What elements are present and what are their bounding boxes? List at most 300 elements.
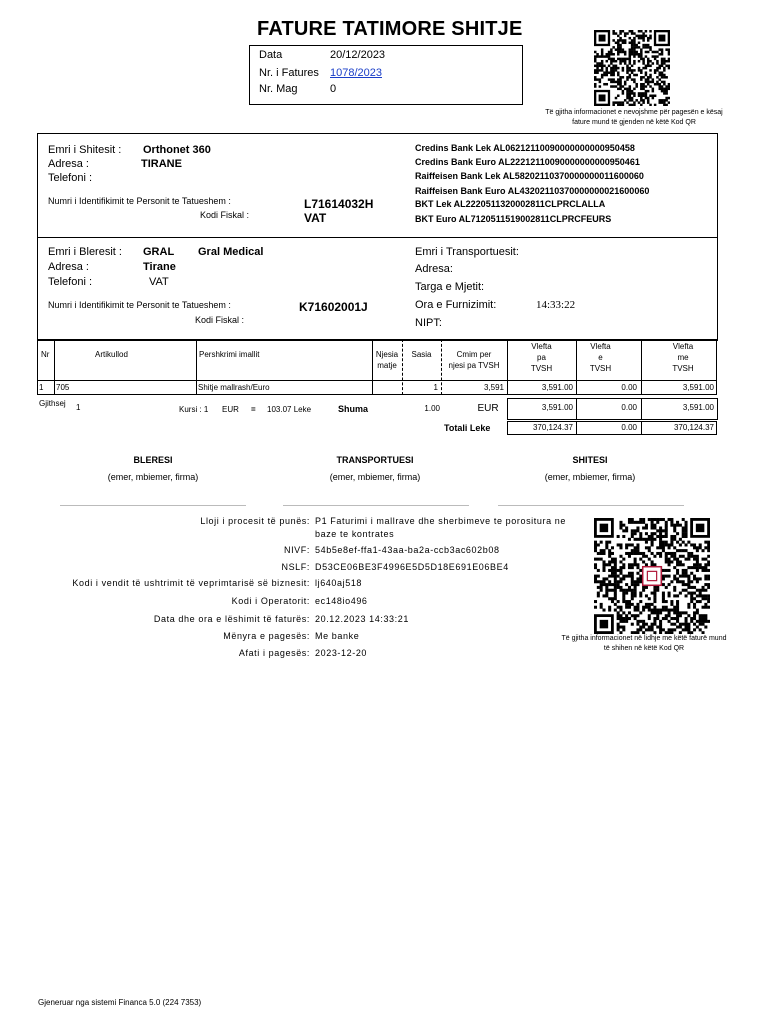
qr-module xyxy=(668,88,670,91)
qr-module xyxy=(645,67,648,70)
qr-module xyxy=(622,30,625,33)
qr-module xyxy=(653,586,656,589)
qr-module xyxy=(699,543,702,546)
qr-module xyxy=(668,594,671,597)
seller-nipt-value: L71614032H xyxy=(304,197,374,211)
qr-module xyxy=(673,589,676,592)
qr-module xyxy=(619,617,622,620)
qr-module xyxy=(658,65,661,68)
qr-module xyxy=(663,92,666,95)
qr-module xyxy=(638,67,641,70)
qr-module xyxy=(676,569,679,572)
qr-module xyxy=(631,90,634,93)
qr-module xyxy=(629,76,632,79)
qr-module xyxy=(645,74,648,77)
qr-module xyxy=(633,39,636,42)
qr-module xyxy=(642,538,645,541)
qr-module xyxy=(704,589,707,592)
qr-module xyxy=(690,555,693,558)
qr-module xyxy=(631,518,634,521)
signature-transporter-title: TRANSPORTUESI xyxy=(336,455,414,465)
qr-module xyxy=(639,575,642,578)
qr-module xyxy=(645,532,648,535)
qr-module xyxy=(693,623,696,626)
qr-module xyxy=(631,97,634,100)
qr-module xyxy=(670,535,673,538)
qr-module xyxy=(622,48,625,51)
qr-module xyxy=(658,53,661,56)
qr-module xyxy=(658,74,661,77)
qr-module xyxy=(624,58,627,61)
qr-module xyxy=(636,577,639,580)
qr-module xyxy=(602,566,605,569)
qr-top-caption-2: fature mund të gjenden në këtë Kod QR xyxy=(572,119,696,126)
qr-module xyxy=(631,589,634,592)
qr-module xyxy=(642,46,645,49)
qr-module xyxy=(625,603,628,606)
qr-module xyxy=(594,600,597,603)
qr-module xyxy=(647,76,650,79)
qr-module xyxy=(707,575,710,578)
qr-module xyxy=(599,65,602,68)
qr-module xyxy=(605,592,608,595)
qr-module xyxy=(617,39,620,42)
qr-module xyxy=(631,543,634,546)
qr-module xyxy=(594,549,597,552)
qr-module xyxy=(651,541,654,544)
qr-module xyxy=(636,631,639,634)
qr-module xyxy=(629,58,632,61)
qr-module xyxy=(645,546,648,549)
qr-module xyxy=(642,518,645,521)
qr-module xyxy=(614,560,617,563)
qr-module xyxy=(610,58,613,61)
qr-module xyxy=(653,620,656,623)
qr-module xyxy=(682,580,685,583)
qr-module xyxy=(597,580,600,583)
qr-module xyxy=(645,55,648,58)
qr-module xyxy=(651,526,654,529)
qr-module xyxy=(603,74,606,77)
qr-module xyxy=(665,600,668,603)
exchange-rate-equals: = xyxy=(251,405,256,414)
qr-module xyxy=(633,104,636,106)
qr-module xyxy=(649,60,652,63)
qr-module xyxy=(702,589,705,592)
qr-module xyxy=(659,626,662,629)
payment-method-value: Me banke xyxy=(315,631,360,641)
qr-module xyxy=(679,614,682,617)
qr-module xyxy=(594,69,597,72)
qr-module xyxy=(622,92,625,95)
qr-module xyxy=(605,589,608,592)
qr-module xyxy=(614,580,617,583)
qr-module xyxy=(617,617,620,620)
qr-module xyxy=(679,626,682,629)
qr-module xyxy=(647,101,650,104)
qr-module xyxy=(656,67,659,70)
qr-module xyxy=(670,524,673,527)
qr-module xyxy=(631,99,634,102)
operator-code-value: ec148io496 xyxy=(315,596,368,606)
qr-module xyxy=(619,577,622,580)
qr-module xyxy=(640,53,643,56)
qr-module xyxy=(693,543,696,546)
qr-module xyxy=(624,32,627,35)
qr-module xyxy=(699,566,702,569)
qr-module xyxy=(685,569,688,572)
qr-module xyxy=(642,606,645,609)
qr-module xyxy=(656,611,659,614)
qr-module xyxy=(612,46,615,49)
qr-module xyxy=(622,626,625,629)
qr-module xyxy=(610,53,613,56)
qr-module xyxy=(628,611,631,614)
qr-module xyxy=(665,85,668,88)
qr-module xyxy=(622,558,625,561)
total-leke-excl: 370,124.37 xyxy=(532,423,573,432)
qr-module xyxy=(629,30,632,33)
qr-module xyxy=(631,603,634,606)
qr-module xyxy=(676,600,679,603)
qr-module xyxy=(668,609,671,612)
qr-module xyxy=(699,628,702,631)
qr-module xyxy=(668,543,671,546)
qr-module xyxy=(635,53,638,56)
qr-module xyxy=(624,42,627,45)
qr-module xyxy=(654,69,657,72)
qr-module xyxy=(631,42,634,45)
buyer-fiscal-label: Kodi Fiskal : xyxy=(195,315,245,325)
qr-module xyxy=(658,67,661,70)
qr-module xyxy=(676,524,679,527)
qr-module xyxy=(670,521,673,524)
qr-module xyxy=(642,589,645,592)
qr-module xyxy=(614,583,617,586)
qr-module xyxy=(636,538,639,541)
qr-module xyxy=(599,69,602,72)
qr-module xyxy=(594,563,597,566)
qr-module xyxy=(679,623,682,626)
qr-module xyxy=(685,529,688,532)
qr-module xyxy=(622,60,625,63)
qr-top-caption-1: Të gjitha informacionet e nevojshme për pagesën e kësaj xyxy=(545,109,723,116)
qr-module xyxy=(642,85,645,88)
qr-module xyxy=(601,69,604,72)
qr-module xyxy=(636,526,639,529)
th-unit-2: matje xyxy=(377,361,397,370)
qr-module xyxy=(639,594,642,597)
qr-module xyxy=(653,623,656,626)
qr-module xyxy=(651,609,654,612)
qr-module xyxy=(639,611,642,614)
qr-module xyxy=(639,532,642,535)
qr-module xyxy=(699,546,702,549)
qr-module xyxy=(647,44,650,47)
qr-module xyxy=(645,35,648,38)
qr-module xyxy=(596,69,599,72)
qr-module xyxy=(648,558,651,561)
qr-module xyxy=(665,575,668,578)
qr-module xyxy=(668,558,671,561)
qr-module xyxy=(676,541,679,544)
qr-module xyxy=(656,81,659,84)
qr-module xyxy=(605,543,608,546)
payment-method-label: Mënyra e pagesës: xyxy=(223,631,310,641)
qr-module xyxy=(658,78,661,81)
qr-module xyxy=(649,30,652,33)
qr-module xyxy=(612,39,615,42)
qr-module xyxy=(615,60,618,63)
qr-module xyxy=(642,526,645,529)
th-value-incl-1: Vlefta xyxy=(672,342,694,351)
total-label: Gjithsej xyxy=(39,399,66,408)
qr-module xyxy=(662,541,665,544)
qr-module xyxy=(679,563,682,566)
qr-module xyxy=(653,609,656,612)
qr-module xyxy=(707,606,710,609)
qr-module xyxy=(617,83,620,86)
qr-module xyxy=(622,524,625,527)
qr-module xyxy=(615,65,618,68)
qr-module xyxy=(610,48,613,51)
qr-module xyxy=(601,62,604,65)
qr-module xyxy=(617,94,620,97)
qr-module xyxy=(610,67,613,70)
qr-module xyxy=(665,606,668,609)
qr-module xyxy=(640,97,643,100)
qr-module xyxy=(687,541,690,544)
qr-module xyxy=(676,614,679,617)
qr-module xyxy=(596,71,599,74)
qr-module xyxy=(670,543,673,546)
qr-module xyxy=(636,563,639,566)
qr-module xyxy=(631,46,634,49)
qr-module xyxy=(631,572,634,575)
qr-module xyxy=(682,611,685,614)
qr-module xyxy=(624,35,627,38)
qr-module xyxy=(668,592,671,595)
qr-module xyxy=(619,543,622,546)
qr-module xyxy=(622,67,625,70)
qr-module xyxy=(702,586,705,589)
qr-module xyxy=(631,65,634,68)
qr-module xyxy=(673,526,676,529)
sum-qty: 1.00 xyxy=(424,404,440,413)
transporter-label: Emri i Transportuesit: xyxy=(415,246,519,258)
process-type-value-1: P1 Faturimi i mallrave dhe sherbimeve te porositura ne xyxy=(315,516,566,526)
row-vat: 0.00 xyxy=(621,383,637,392)
qr-module xyxy=(640,58,643,61)
qr-module xyxy=(626,76,629,79)
qr-module xyxy=(665,88,668,91)
qr-module xyxy=(648,609,651,612)
th-value-excl-3: TVSH xyxy=(530,364,553,373)
qr-module xyxy=(600,606,603,609)
qr-finder-pattern xyxy=(600,620,608,628)
qr-module xyxy=(665,614,668,617)
qr-module xyxy=(617,104,620,106)
qr-module xyxy=(676,620,679,623)
qr-module xyxy=(642,521,645,524)
qr-module xyxy=(648,546,651,549)
qr-module xyxy=(625,529,628,532)
qr-module xyxy=(651,626,654,629)
qr-module xyxy=(693,597,696,600)
qr-module xyxy=(642,99,645,102)
qr-module xyxy=(626,88,629,91)
qr-module xyxy=(638,55,641,58)
payment-due-label: Afati i pagesës: xyxy=(238,648,310,658)
qr-module xyxy=(676,572,679,575)
qr-module xyxy=(619,555,622,558)
qr-module xyxy=(682,535,685,538)
qr-module xyxy=(611,583,614,586)
qr-module xyxy=(663,104,666,106)
qr-module xyxy=(626,92,629,95)
qr-module xyxy=(639,521,642,524)
signature-seller-subtitle: (emer, mbiemer, firma) xyxy=(544,472,636,482)
qr-module xyxy=(662,577,665,580)
qr-module xyxy=(654,94,657,97)
total-leke-label: Totali Leke xyxy=(444,423,491,433)
qr-module xyxy=(652,97,655,100)
qr-module xyxy=(642,626,645,629)
qr-module xyxy=(673,535,676,538)
qr-module xyxy=(654,58,657,61)
qr-module xyxy=(704,594,707,597)
signature-line-buyer xyxy=(60,505,246,506)
qr-module xyxy=(690,543,693,546)
qr-module xyxy=(656,51,659,54)
qr-module xyxy=(704,566,707,569)
qr-module xyxy=(640,83,643,86)
qr-module xyxy=(596,67,599,70)
qr-module xyxy=(600,603,603,606)
qr-module xyxy=(608,597,611,600)
qr-module xyxy=(639,558,642,561)
qr-module xyxy=(608,583,611,586)
qr-module xyxy=(633,101,636,104)
qr-module xyxy=(638,35,641,38)
qr-module xyxy=(619,85,622,88)
qr-module xyxy=(676,626,679,629)
qr-module xyxy=(626,97,629,100)
qr-module xyxy=(696,589,699,592)
qr-module xyxy=(661,90,664,93)
qr-module xyxy=(628,563,631,566)
qr-module xyxy=(617,58,620,61)
qr-module xyxy=(707,597,710,600)
qr-module xyxy=(619,580,622,583)
qr-module xyxy=(622,592,625,595)
qr-module xyxy=(682,628,685,631)
qr-module xyxy=(625,600,628,603)
qr-module xyxy=(619,614,622,617)
qr-module xyxy=(611,546,614,549)
qr-module xyxy=(608,58,611,61)
qr-module xyxy=(673,628,676,631)
qr-module xyxy=(676,563,679,566)
qr-module xyxy=(633,78,636,81)
qr-module xyxy=(640,88,643,91)
qr-module xyxy=(624,60,627,63)
footer-generator: Gjeneruar nga sistemi Financa 5.0 (224 7353) xyxy=(38,998,202,1007)
signature-buyer-title: BLERESI xyxy=(133,455,173,465)
qr-module xyxy=(633,62,636,65)
qr-module xyxy=(594,76,597,79)
qr-module xyxy=(645,628,648,631)
qr-module xyxy=(615,101,618,104)
qr-module xyxy=(647,58,650,61)
qr-module xyxy=(648,603,651,606)
qr-module xyxy=(696,580,699,583)
qr-module xyxy=(652,90,655,93)
qr-module xyxy=(617,600,620,603)
qr-module xyxy=(668,563,671,566)
th-price-2: njesi pa TVSH xyxy=(448,361,500,370)
qr-module xyxy=(679,575,682,578)
qr-module xyxy=(649,81,652,84)
qr-module xyxy=(696,560,699,563)
qr-module xyxy=(636,546,639,549)
qr-module xyxy=(645,594,648,597)
qr-module xyxy=(601,55,604,58)
qr-module xyxy=(631,575,634,578)
qr-module xyxy=(629,94,632,97)
qr-module xyxy=(673,577,676,580)
qr-module xyxy=(699,617,702,620)
qr-module xyxy=(634,606,637,609)
qr-module xyxy=(631,30,634,33)
qr-module xyxy=(605,541,608,544)
qr-module xyxy=(647,46,650,49)
qr-module xyxy=(673,609,676,612)
qr-module xyxy=(656,60,659,63)
qr-module xyxy=(622,594,625,597)
qr-module xyxy=(625,592,628,595)
qr-module xyxy=(606,55,609,58)
qr-module xyxy=(645,51,648,54)
qr-module xyxy=(704,603,707,606)
qr-module xyxy=(628,572,631,575)
qr-module xyxy=(635,44,638,47)
qr-module xyxy=(608,53,611,56)
qr-module xyxy=(665,569,668,572)
qr-module xyxy=(631,623,634,626)
invoice-number-label: Nr. i Fatures xyxy=(259,67,319,79)
qr-module xyxy=(685,589,688,592)
qr-module xyxy=(622,76,625,79)
buyer-address-value: Tirane xyxy=(143,261,176,273)
qr-module xyxy=(645,81,648,84)
qr-module xyxy=(682,563,685,566)
qr-module xyxy=(668,560,671,563)
qr-module xyxy=(704,546,707,549)
signature-buyer-subtitle: (emer, mbiemer, firma) xyxy=(107,472,199,482)
qr-module xyxy=(610,74,613,77)
qr-module xyxy=(682,532,685,535)
qr-module xyxy=(659,518,662,521)
qr-module xyxy=(645,623,648,626)
qr-module xyxy=(642,555,645,558)
invoice-number-link[interactable]: 1078/2023 xyxy=(330,67,382,79)
qr-module xyxy=(594,541,597,544)
qr-module xyxy=(617,53,620,56)
qr-module xyxy=(658,99,661,102)
qr-module xyxy=(617,78,620,81)
qr-finder-pattern xyxy=(658,35,665,42)
